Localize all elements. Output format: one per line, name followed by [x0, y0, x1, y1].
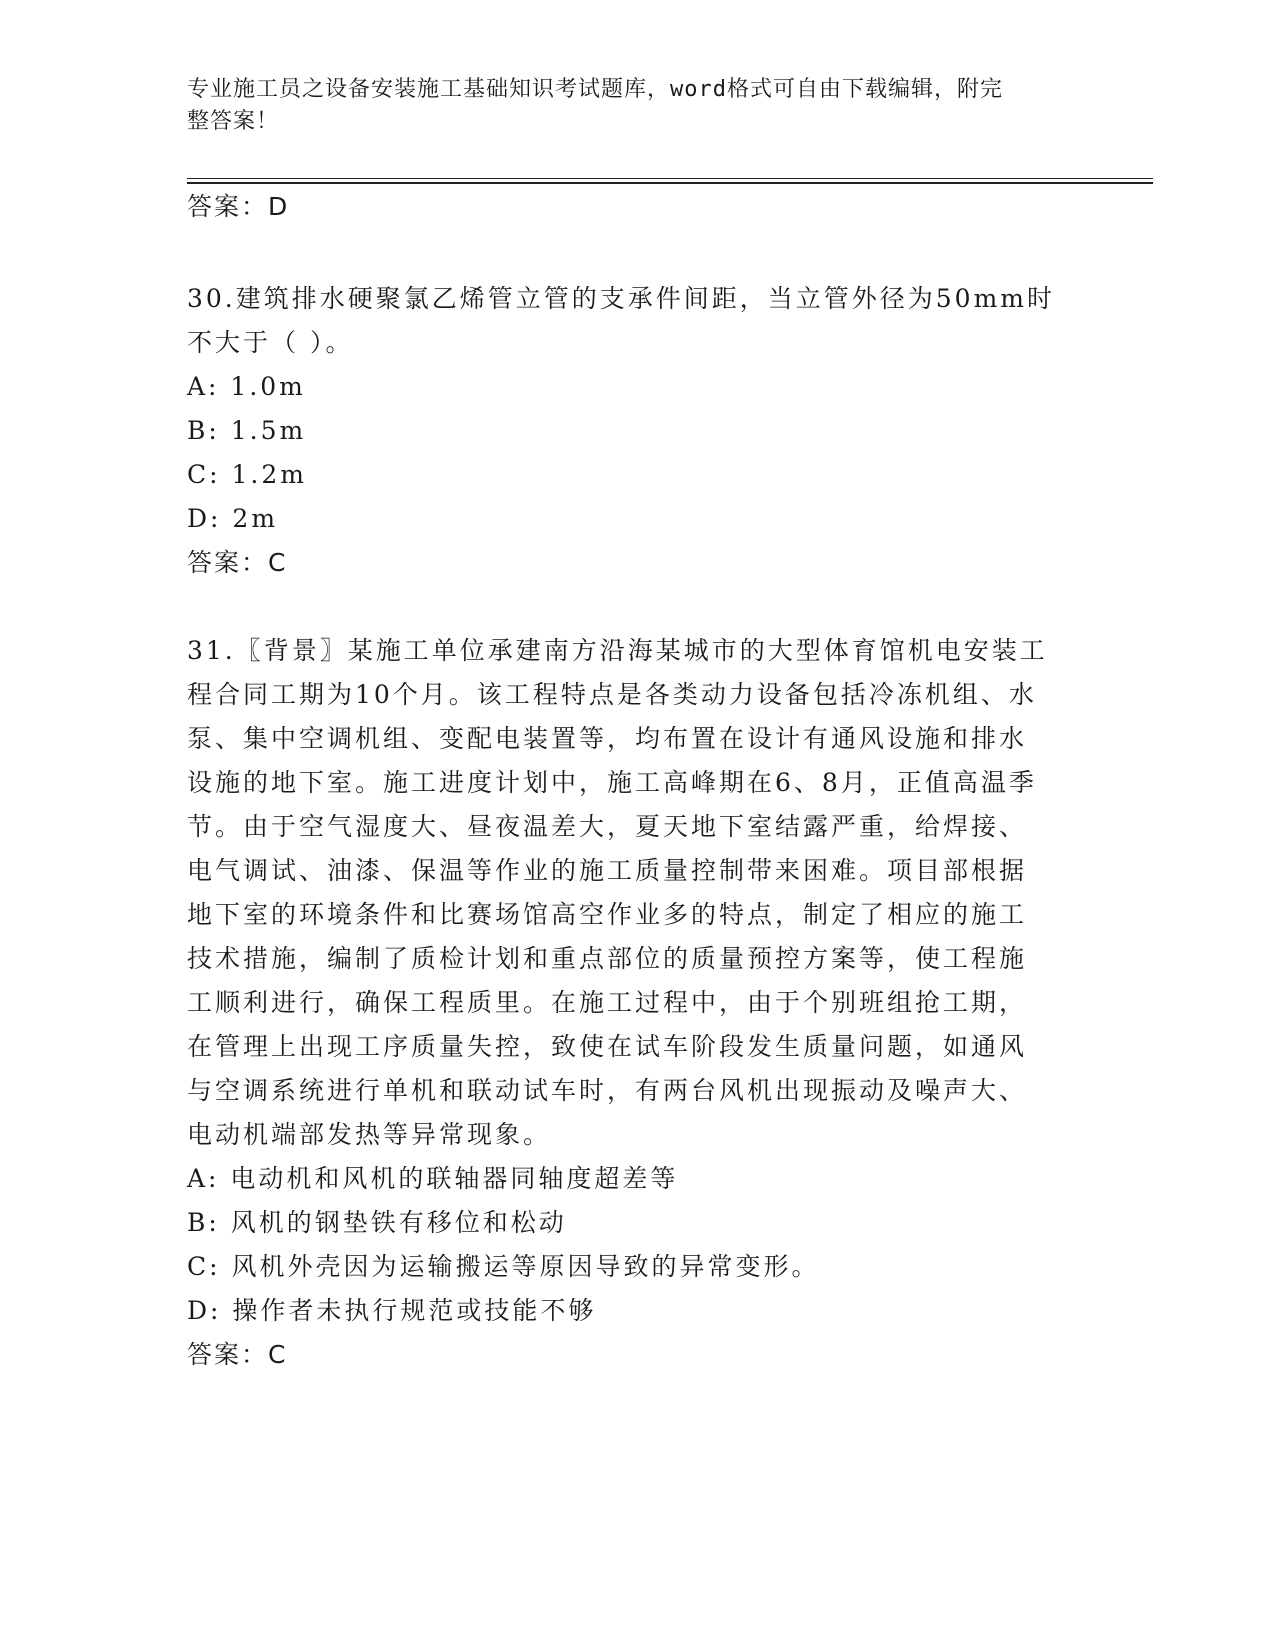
- question-31-stem-line-9: 工顺利进行，确保工程质里。在施工过程中，由于个别班组抢工期，: [187, 988, 1028, 1017]
- question-31-stem-line-5: 节。由于空气湿度大、昼夜温差大，夏天地下室结露严重，给焊接、: [187, 812, 1028, 841]
- question-31-stem-line-2: 程合同工期为10个月。该工程特点是各类动力设备包括冷冻机组、水: [187, 680, 1037, 709]
- question-31-option-d: D: 操作者未执行规范或技能不够: [187, 1296, 597, 1325]
- question-30-option-d: D: 2m: [187, 504, 279, 533]
- question-30-option-c: C: 1.2m: [187, 460, 307, 489]
- header-line-2: 整答案！: [187, 109, 280, 134]
- header-line-1: 专业施工员之设备安装施工基础知识考试题库，word格式可自由下载编辑，附完: [187, 77, 1003, 102]
- question-31-stem-line-12: 电动机端部发热等异常现象。: [187, 1120, 552, 1149]
- question-30-option-a: A: 1.0m: [187, 372, 306, 401]
- question-31-option-c: C: 风机外壳因为运输搬运等原因导致的异常变形。: [187, 1252, 820, 1281]
- question-31-stem-line-1: 31.〖背景〗某施工单位承建南方沿海某城市的大型体育馆机电安装工: [187, 636, 1048, 665]
- question-30-option-b: B: 1.5m: [187, 416, 307, 445]
- question-30-stem-line-2: 不大于（ ）。: [187, 328, 354, 357]
- header-divider-thin: [187, 178, 1153, 179]
- question-30-stem-line-1: 30.建筑排水硬聚氯乙烯管立管的支承件间距，当立管外径为50mm时: [187, 284, 1055, 313]
- question-31-option-a: A: 电动机和风机的联轴器同轴度超差等: [187, 1164, 679, 1193]
- question-31-stem-line-3: 泵、集中空调机组、变配电装置等，均布置在设计有通风设施和排水: [187, 724, 1028, 753]
- previous-answer: 答案：D: [187, 192, 290, 221]
- question-31-answer: 答案：C: [187, 1340, 288, 1369]
- question-31-stem-line-8: 技术措施，编制了质检计划和重点部位的质量预控方案等，使工程施: [187, 944, 1028, 973]
- question-31-stem-line-11: 与空调系统进行单机和联动试车时，有两台风机出现振动及噪声大、: [187, 1076, 1028, 1105]
- question-31-stem-line-7: 地下室的环境条件和比赛场馆高空作业多的特点，制定了相应的施工: [187, 900, 1028, 929]
- question-30-answer: 答案：C: [187, 548, 288, 577]
- document-header: [187, 74, 1067, 138]
- question-31-stem-line-10: 在管理上出现工序质量失控，致使在试车阶段发生质量问题，如通风: [187, 1032, 1028, 1061]
- question-31-option-b: B: 风机的钢垫铁有移位和松动: [187, 1208, 567, 1237]
- question-31-stem-line-4: 设施的地下室。施工进度计划中，施工高峰期在6、8月，正值高温季: [187, 768, 1037, 797]
- question-31-stem-line-6: 电气调试、油漆、保温等作业的施工质量控制带来困难。项目部根据: [187, 856, 1028, 885]
- header-divider-thick: [187, 182, 1153, 184]
